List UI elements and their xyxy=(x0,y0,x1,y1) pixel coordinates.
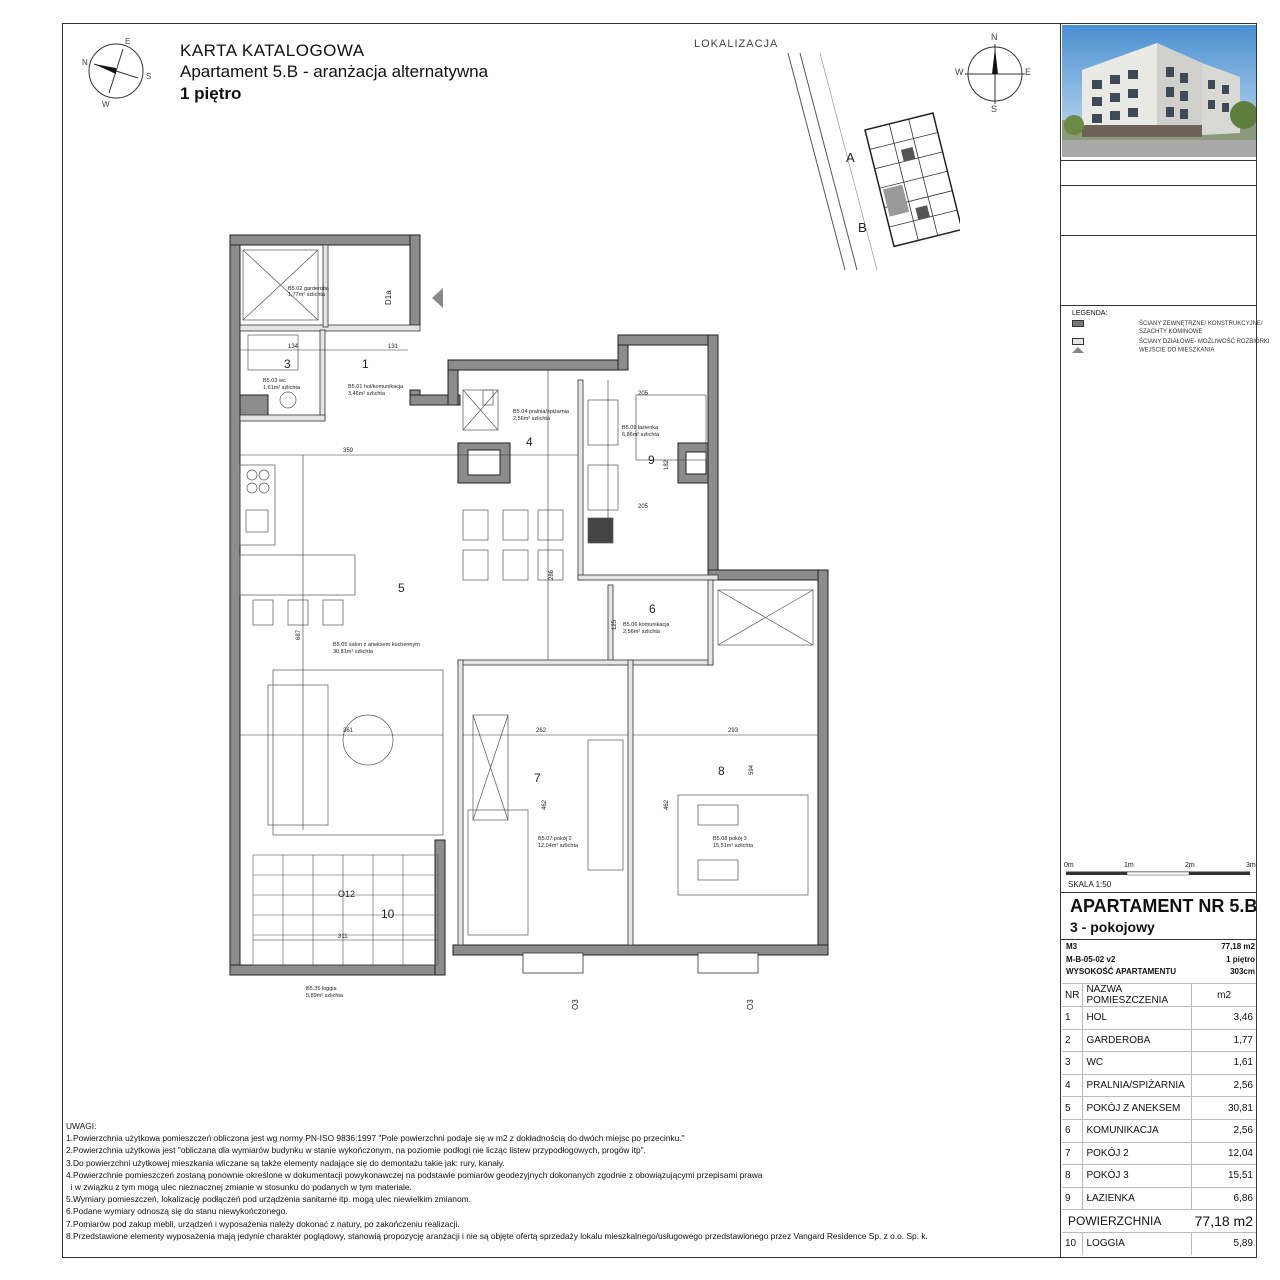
legend-title: LEGENDA: xyxy=(1072,310,1108,317)
sidebar-divider xyxy=(1060,892,1257,893)
legend-swatch xyxy=(1072,320,1084,327)
sidebar-divider xyxy=(1060,185,1257,186)
row-nr: 5 xyxy=(1062,1097,1083,1120)
scale-2: 2m xyxy=(1185,862,1195,869)
total-row xyxy=(1062,1210,1256,1233)
row-name: POKÓJ Z ANEKSEM xyxy=(1083,1097,1192,1120)
row-nr: 2 xyxy=(1062,1029,1083,1052)
dim-262: 262 xyxy=(536,728,547,734)
scale-3: 3m xyxy=(1246,862,1256,869)
row-name: GARDEROBA xyxy=(1083,1029,1192,1052)
dim-205: 205 xyxy=(638,391,649,397)
legend-text: ŚCIANY DZIAŁOWE- MOŻLIWOŚĆ ROZBIÓRKI xyxy=(1139,339,1270,346)
room-area-hol: 3,46m² szlichta xyxy=(348,391,385,397)
dim-125: 125 xyxy=(612,619,618,630)
room-area-pokoj2: 12,04m² szlichta xyxy=(538,843,579,849)
legend-text: SZACHTY KOMINOWE xyxy=(1139,329,1203,335)
row-nr: 3 xyxy=(1062,1052,1083,1075)
row-name: KOMUNIKACJA xyxy=(1083,1119,1192,1142)
room-number-1: 1 xyxy=(362,357,369,371)
room-number-6: 6 xyxy=(649,602,656,616)
row-name: POKÓJ 2 xyxy=(1083,1142,1192,1165)
room-label-salon: B5.05 salon z aneksem kuchennym xyxy=(333,642,420,648)
note-item: 3.Do powierzchni użytkowej mieszkania wliczane są także elementy nadające się do demontażu takie jak: rury, kanały. xyxy=(66,1157,505,1168)
row-nr: 10 xyxy=(1062,1232,1083,1254)
floor-plan-drawing xyxy=(228,230,833,1015)
sidebar-divider xyxy=(1060,305,1257,306)
row-area: 2,56 xyxy=(1192,1074,1256,1097)
table-row xyxy=(1062,1187,1256,1210)
table-row-loggia xyxy=(1062,1232,1256,1254)
room-area-komunikacja: 2,56m² szlichta xyxy=(623,629,660,635)
room-label-hol: B5.01 hol/komunikacja xyxy=(348,384,404,390)
compass-s: S xyxy=(991,104,998,114)
row-nr: 8 xyxy=(1062,1165,1083,1188)
svg-text:W: W xyxy=(102,100,110,107)
svg-text:E: E xyxy=(125,37,131,46)
dim-131: 131 xyxy=(388,344,399,350)
note-item: 6.Podane wymiary odnoszą się do stanu niewykończonego. xyxy=(66,1206,288,1217)
row-name: LOGGIA xyxy=(1083,1232,1192,1254)
note-item: i w związku z tym mogą ulec nieznacznej zmianie w stosunku do podanych w tym materiale. xyxy=(66,1182,412,1193)
table-row xyxy=(1062,1097,1256,1120)
apartment-code: M3 xyxy=(1066,942,1078,951)
apartment-height-label: WYSOKOŚĆ APARTAMENTU xyxy=(1066,967,1177,976)
table-row xyxy=(1062,1119,1256,1142)
row-area: 12,04 xyxy=(1192,1142,1256,1165)
room-area-garderoba: 1,77m² szlichta xyxy=(288,292,325,298)
room-number-10: 10 xyxy=(381,907,395,921)
scale-0: 0m xyxy=(1064,862,1074,869)
entrance-marker-icon xyxy=(432,288,443,308)
table-row xyxy=(1062,1074,1256,1097)
table-row xyxy=(1062,1029,1256,1052)
dim-293: 293 xyxy=(728,728,739,734)
room-number-4: 4 xyxy=(526,435,533,449)
room-number-8: 8 xyxy=(718,764,725,778)
note-item: 4.Powierzchnie pomieszczeń zostaną ponownie określone w dokumentacji powykonawczej na podstawie pomiarów geodezyjnych dokonanych zgodnie z obowiązującymi przepisami prawa xyxy=(66,1169,763,1180)
room-label-komunikacja: B5.06 komunikacja xyxy=(623,622,670,628)
dim-687: 687 xyxy=(296,629,302,640)
compass-rotated-icon xyxy=(80,35,152,107)
room-area-lazienka: 6,86m² szlichta xyxy=(622,432,659,438)
room-area-pokoj3: 15,51m² szlichta xyxy=(713,843,754,849)
row-area: 6,86 xyxy=(1192,1187,1256,1210)
room-number-9: 9 xyxy=(648,453,655,467)
col-name: NAZWA POMIESZCZENIA xyxy=(1083,984,1192,1007)
row-name: POKÓJ 3 xyxy=(1083,1165,1192,1188)
entrance-triangle-icon xyxy=(1072,347,1084,353)
row-name: HOL xyxy=(1083,1007,1192,1030)
svg-text:N: N xyxy=(82,58,88,67)
dim-594: 594 xyxy=(749,764,755,775)
legend-item-shafts xyxy=(1072,329,1203,335)
building-render-image xyxy=(1062,25,1256,157)
row-nr: 1 xyxy=(1062,1007,1083,1030)
dim-134: 134 xyxy=(288,344,299,350)
legend-item-partition xyxy=(1072,338,1270,345)
room-area-loggia: 5,89m² szlichta xyxy=(306,993,343,999)
row-area: 15,51 xyxy=(1192,1165,1256,1188)
room-area-salon: 30,81m² szlichta xyxy=(333,649,374,655)
scale-bar xyxy=(1062,862,1256,882)
table-row xyxy=(1062,1007,1256,1030)
room-label-lazienka: B5.09 łazienka xyxy=(622,425,659,431)
compass-w: W xyxy=(955,67,964,77)
apartment-height: 303cm xyxy=(1230,967,1255,976)
dim-462b: 462 xyxy=(664,799,670,810)
total-value: 77,18 m2 xyxy=(1192,1210,1256,1233)
legend-swatch xyxy=(1072,338,1084,345)
room-number-5: 5 xyxy=(398,581,405,595)
dim-286: 286 xyxy=(549,569,555,580)
room-number-3: 3 xyxy=(284,357,291,371)
sidebar-divider xyxy=(1060,160,1257,161)
title-block xyxy=(180,40,488,106)
apartment-area: 77,18 m2 xyxy=(1221,942,1255,951)
legend-item-entrance xyxy=(1072,347,1214,354)
dim-182: 182 xyxy=(664,459,670,470)
room-label-pralnia: B5.04 pralnia/spiżarnia xyxy=(513,409,569,415)
row-area: 1,77 xyxy=(1192,1029,1256,1052)
scale-1: 1m xyxy=(1124,862,1134,869)
sidebar-divider xyxy=(1060,235,1257,236)
legend-text: ŚCIANY ZEWNĘTRZNE/ KONSTRUKCYJNE/ xyxy=(1139,321,1263,328)
row-name: WC xyxy=(1083,1052,1192,1075)
dim-311: 311 xyxy=(338,934,348,940)
table-header xyxy=(1062,984,1256,1007)
window-label-o12: O12 xyxy=(338,889,356,899)
scale-label: SKALA 1:50 xyxy=(1068,880,1112,889)
site-label-a: A xyxy=(846,150,855,165)
compass-n: N xyxy=(991,32,998,42)
legend-text: WEJŚCIE DO MIESZKANIA xyxy=(1139,347,1215,354)
apartment-ref: M-B-05-02 v2 xyxy=(1066,955,1116,964)
note-item: 8.Przedstawione elementy wyposażenia mają jedynie charakter poglądowy, stanowią propozycję aranżacji i nie są objęte ofertą sprzedaży lokalu mieszkalnego/usługowego przedstawionego przez Vangard Residence Sp. z o.o. Sp. k. xyxy=(66,1230,928,1241)
window-label-o3a: O3 xyxy=(571,999,580,1010)
row-area: 2,56 xyxy=(1192,1119,1256,1142)
room-label-garderoba: B5.02 garderoba xyxy=(288,286,329,292)
row-nr: 7 xyxy=(1062,1142,1083,1165)
dim-359: 359 xyxy=(343,448,354,454)
room-label-loggia: B5.35 loggia xyxy=(306,986,337,992)
apartment-subtitle: Apartament 5.B - aranżacja alternatywna xyxy=(180,62,489,81)
room-number-7: 7 xyxy=(534,771,541,785)
row-nr: 9 xyxy=(1062,1187,1083,1210)
col-area: m2 xyxy=(1192,984,1256,1007)
col-nr: NR xyxy=(1062,984,1083,1007)
note-item: 2.Powierzchnia użytkowa jest "obliczana dla wymiarów budynku w stanie wykończonym, na poziomie podłogi nie licząc listew przypodłogowych, progów itp". xyxy=(66,1145,646,1156)
sheet-title: KARTA KATALOGOWA xyxy=(180,41,365,60)
row-area: 5,89 xyxy=(1192,1232,1256,1254)
table-row xyxy=(1062,1142,1256,1165)
dim-205b: 205 xyxy=(638,504,649,510)
notes-section xyxy=(66,1120,1056,1242)
apartment-rooms: 3 - pokojowy xyxy=(1070,919,1155,935)
dim-361: 361 xyxy=(343,728,354,734)
row-area: 1,61 xyxy=(1192,1052,1256,1075)
sidebar-divider xyxy=(1060,939,1257,940)
floor-label: 1 piętro xyxy=(180,84,242,103)
compass-icon xyxy=(955,30,1035,115)
apartment-floor: 1 piętro xyxy=(1226,955,1255,964)
row-name: PRALNIA/SPIŻARNIA xyxy=(1083,1074,1192,1097)
location-label: LOKALIZACJA xyxy=(694,38,779,50)
rooms-table xyxy=(1062,983,1256,1255)
legend-item-structural xyxy=(1072,320,1263,327)
notes-title: UWAGI: xyxy=(66,1121,97,1131)
compass-e: E xyxy=(1025,67,1032,77)
room-area-wc: 1,61m² szlichta xyxy=(263,385,300,391)
site-label-b: B xyxy=(858,220,867,235)
room-label-wc: B5.03 wc xyxy=(263,378,286,384)
apartment-title: APARTAMENT NR 5.B xyxy=(1070,896,1258,916)
row-nr: 6 xyxy=(1062,1119,1083,1142)
table-row xyxy=(1062,1052,1256,1075)
table-row xyxy=(1062,1165,1256,1188)
door-label-d1a: D1a xyxy=(384,290,393,305)
row-area: 30,81 xyxy=(1192,1097,1256,1120)
window-label-o3b: O3 xyxy=(746,999,755,1010)
row-area: 3,46 xyxy=(1192,1007,1256,1030)
row-nr: 4 xyxy=(1062,1074,1083,1097)
note-item: 5.Wymiary pomieszczeń, lokalizację podłączeń pod urządzenia sanitarne itp. mogą ulec niewielkim zmianom. xyxy=(66,1194,471,1205)
dim-462: 462 xyxy=(542,799,548,810)
room-label-pokoj3: B5.08 pokój 3 xyxy=(713,836,747,842)
room-area-pralnia: 2,56m² szlichta xyxy=(513,416,550,422)
note-item: 1.Powierzchnia użytkowa pomieszczeń obliczona jest wg normy PN-ISO 9836:1997 "Pole powierzchni podaje się w m2 z dokładnością do dwóch miejsc po przecinku." xyxy=(66,1133,685,1144)
room-label-pokoj2: B5.07 pokój 2 xyxy=(538,836,572,842)
svg-text:S: S xyxy=(146,72,152,81)
total-label: POWIERZCHNIA xyxy=(1062,1210,1192,1233)
row-name: ŁAZIENKA xyxy=(1083,1187,1192,1210)
note-item: 7.Pomiarów pod zakup mebli, urządzeń i wyposażenia należy dokonać z natury, po zakończeniu realizacji. xyxy=(66,1218,460,1229)
